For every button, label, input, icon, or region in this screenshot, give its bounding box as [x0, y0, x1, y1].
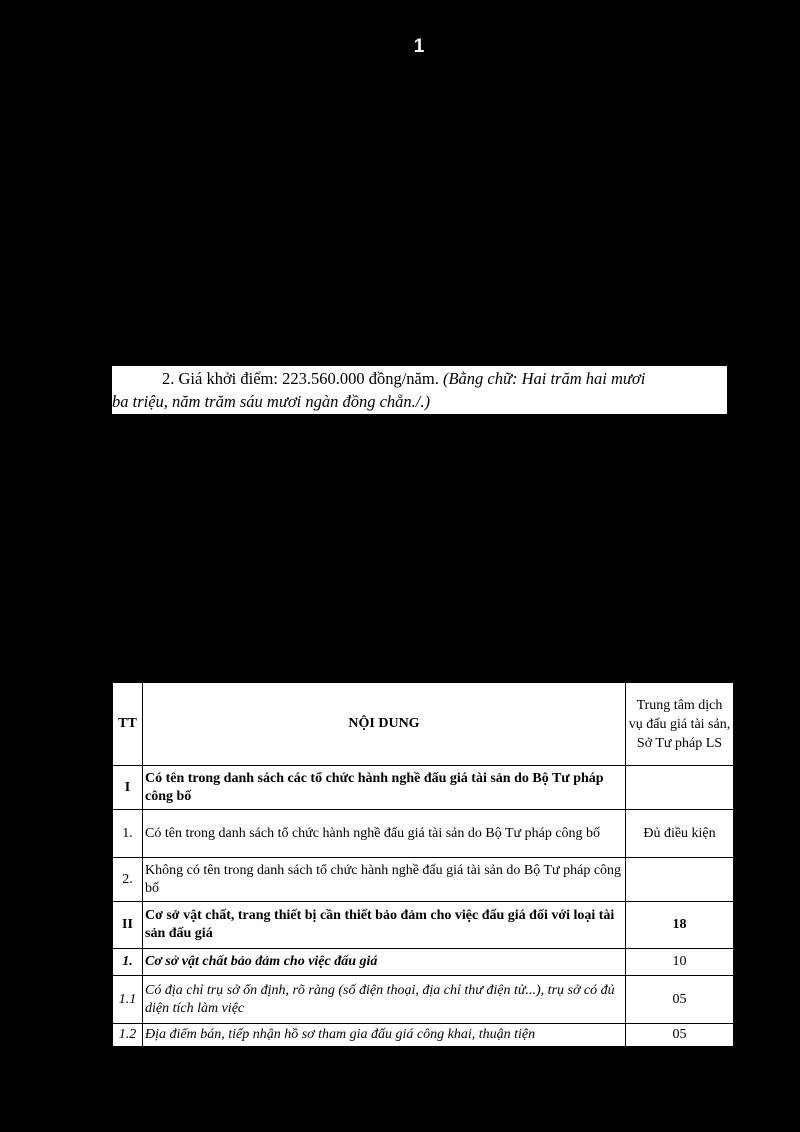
header-value: Trung tâm dịch vụ đấu giá tài sản, Sở Tư pháp LS — [626, 683, 734, 766]
row-content: Có tên trong danh sách tổ chức hành nghề đấu giá tài sản do Bộ Tư pháp công bố — [143, 810, 626, 858]
table-row — [113, 1024, 734, 1047]
price-in-words-part-1: (Bằng chữ: Hai trăm hai mươi — [442, 369, 646, 388]
row-content: Có tên trong danh sách các tổ chức hành nghề đấu giá tài sản do Bộ Tư pháp công bố — [143, 766, 626, 810]
row-tt: 1. — [113, 949, 143, 976]
page-number: 1 — [413, 36, 425, 57]
row-value: 05 — [626, 976, 734, 1024]
row-content: Cơ sở vật chất bảo đảm cho việc đấu giá — [143, 949, 626, 976]
row-content: Có địa chỉ trụ sở ổn định, rõ ràng (số điện thoại, địa chỉ thư điện tử...), trụ sở có đủ diện tích làm việc — [143, 976, 626, 1024]
table-row — [113, 766, 734, 810]
table-header-row — [113, 683, 734, 766]
row-tt: 1.2 — [113, 1024, 143, 1047]
row-tt: 1.1 — [113, 976, 143, 1024]
row-tt: 2. — [113, 858, 143, 902]
row-content: Địa điểm bán, tiếp nhận hồ sơ tham gia đấu giá công khai, thuận tiện — [143, 1024, 626, 1047]
row-value: 05 — [626, 1024, 734, 1047]
row-value — [626, 766, 734, 810]
row-value: Đủ điều kiện — [626, 810, 734, 858]
row-content: Cơ sở vật chất, trang thiết bị cần thiết bảo đảm cho việc đấu giá đối với loại tài sản đấu giá — [143, 902, 626, 949]
row-tt: I — [113, 766, 143, 810]
row-value: 10 — [626, 949, 734, 976]
row-content: Không có tên trong danh sách tổ chức hành nghề đấu giá tài sản do Bộ Tư pháp công bố — [143, 858, 626, 902]
row-tt: II — [113, 902, 143, 949]
table-row — [113, 810, 734, 858]
price-in-words-part-2: ba triệu, năm trăm sáu mươi ngàn đồng chẵn./.) — [112, 392, 431, 411]
table-row — [113, 902, 734, 949]
table-row — [113, 949, 734, 976]
starting-price-line-1 — [112, 367, 727, 390]
table-row — [113, 976, 734, 1024]
header-tt: TT — [113, 683, 143, 766]
row-value — [626, 858, 734, 902]
table-row — [113, 858, 734, 902]
starting-price-line-2 — [112, 390, 727, 413]
criteria-table — [112, 682, 734, 1047]
header-content: NỘI DUNG — [143, 683, 626, 766]
row-value: 18 — [626, 902, 734, 949]
starting-price-text: 2. Giá khởi điểm: 223.560.000 đồng/năm. — [162, 369, 443, 388]
starting-price-paragraph — [112, 366, 727, 414]
row-tt: 1. — [113, 810, 143, 858]
